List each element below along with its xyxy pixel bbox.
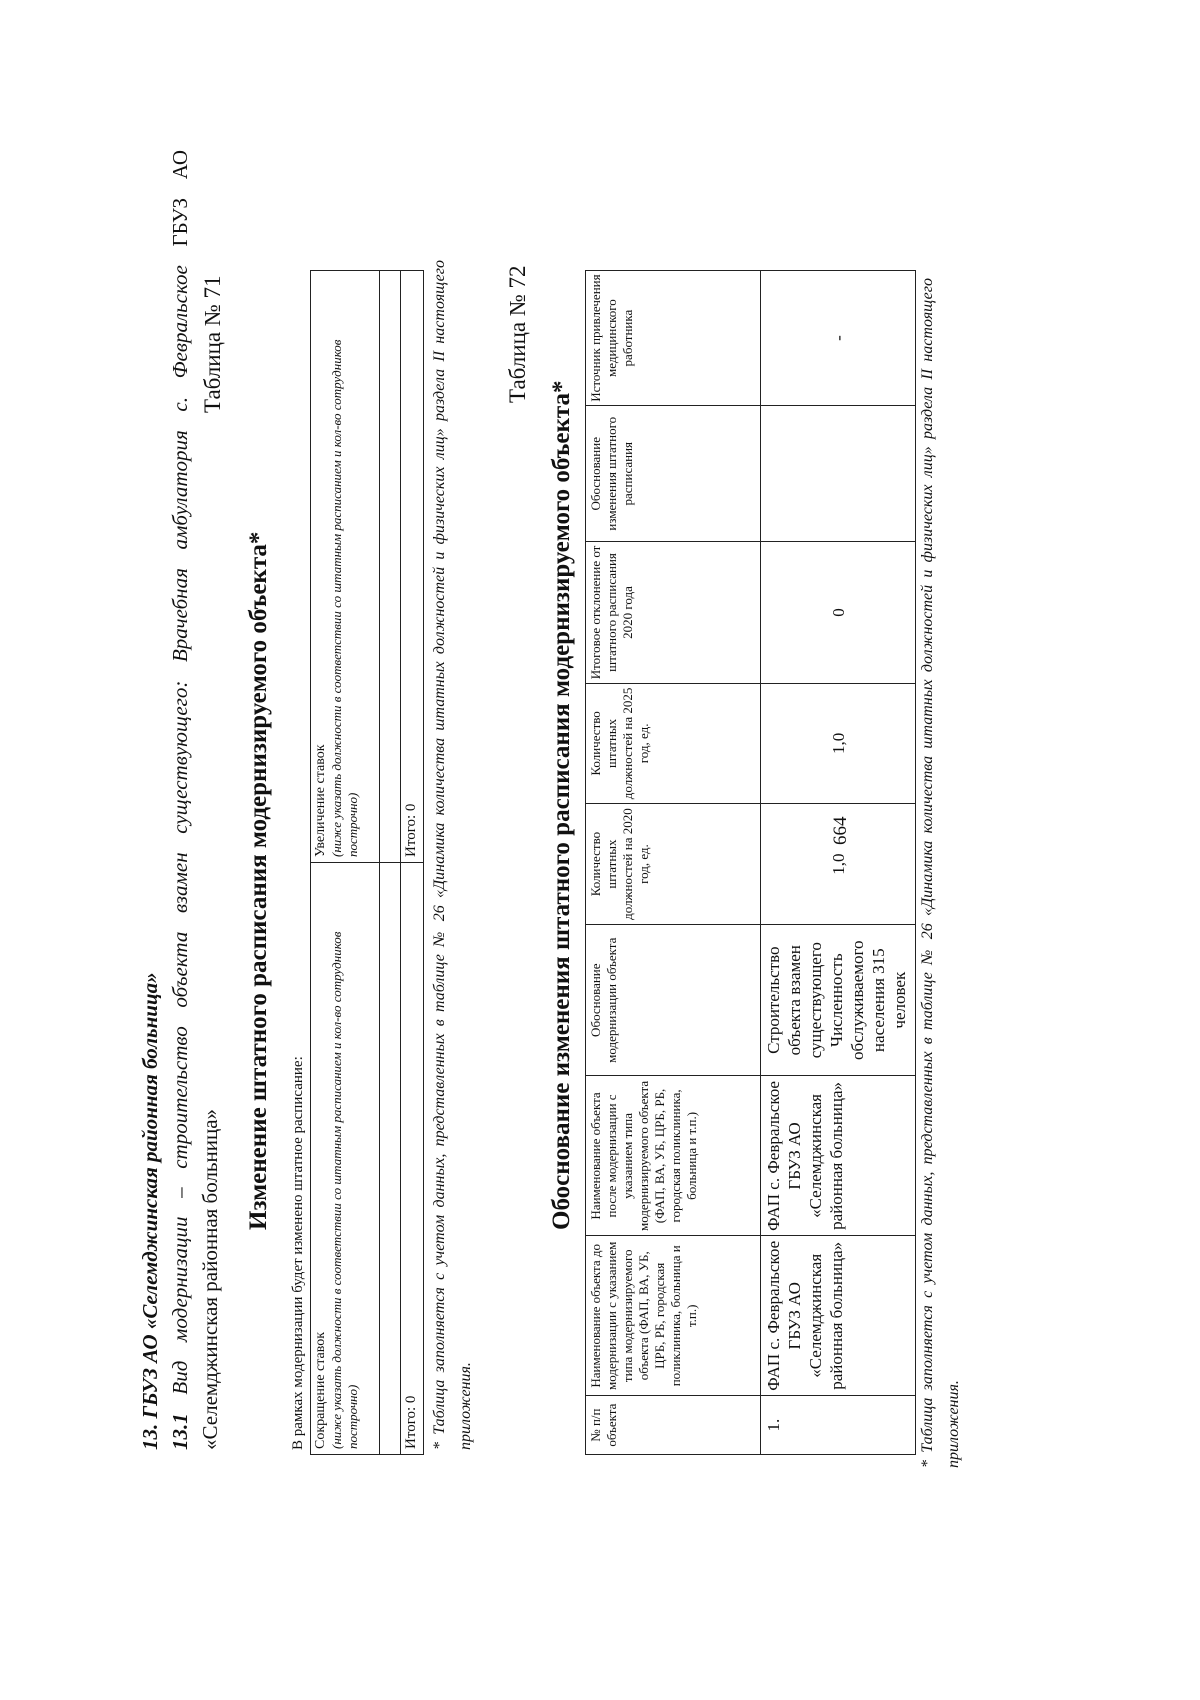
table71-right-label: Увеличение ставок xyxy=(313,744,328,857)
table71-title: Изменение штатного расписания модернизируемого объекта* xyxy=(245,531,272,1230)
table72-header-cell: Итоговое отклонение от штатного расписания 2020 года xyxy=(586,542,761,683)
table72-row-cell: ФАП с. Февральское ГБУЗ АО «Селемджинская районная больница» xyxy=(761,1236,916,1396)
table72-title: Обоснование изменения штатного расписания модернизируемого объекта* xyxy=(548,380,575,1230)
table72-row-cell: - xyxy=(761,271,916,406)
table71 xyxy=(310,270,424,1455)
table72-row-cell: 1,0 xyxy=(761,804,916,925)
subsection-line2: «Селемджинская районная больница» xyxy=(198,1108,222,1450)
table71-right-sub: (ниже указать должности в соответствии со штатным расписанием и кол-во сотрудников построчно) xyxy=(329,339,360,857)
table72-number: Таблица № 72 xyxy=(505,265,530,403)
table71-left-sub: (ниже указать должности в соответствии со штатным расписанием и кол-во сотрудников построчно) xyxy=(329,931,360,1449)
table71-note: * Таблица заполняется с учетом данных, представленных в таблице № 26 «Динамика количества штатных должностей и физических лиц» раздела II настоящего приложения. xyxy=(431,260,474,1450)
table72-row-cell: ФАП с. Февральское ГБУЗ АО «Селемджинская районная больница» xyxy=(761,1076,916,1236)
table71-right-total: Итого: 0 xyxy=(401,271,424,863)
section-heading: 13. ГБУЗ АО «Селемджинская районная больница» xyxy=(138,972,162,1450)
subsection-heading xyxy=(165,150,195,1450)
page-number: 664 xyxy=(830,816,851,845)
subsection-tail: ГБУЗ АО xyxy=(168,149,192,247)
subsection-number: 13.1 xyxy=(168,1413,192,1450)
table72-row-cell: 0 xyxy=(761,542,916,683)
table72-header-cell: № п/п объекта xyxy=(586,1396,761,1455)
table71-left-header xyxy=(311,863,380,1455)
table72-header-cell: Наименование объекта после модернизации с указанием типа модернизируемого объекта (ФАП, ВА, УБ, ЦРБ, РБ, городская поликлиника, больница и т.п.) xyxy=(586,1076,761,1236)
table71-number: Таблица № 71 xyxy=(200,275,225,413)
subsection-object: Врачебная амбулатория с. Февральское xyxy=(168,265,192,663)
table71-intro: В рамках модернизации будет изменено штатное расписание: xyxy=(290,1056,306,1450)
table72-row-cell: Строительство объекта взамен существующего Численность обслуживаемого населения 315 человек xyxy=(761,924,916,1076)
table72-row-cell xyxy=(761,406,916,542)
table72-header-cell: Наименование объекта до модернизации с указанием типа модернизируемого объекта (ФАП, ВА, УБ, ЦРБ, РБ, городская поликлиника, больница и т.п.) xyxy=(586,1236,761,1396)
table71-right-header xyxy=(311,271,380,863)
table72-row-cell: 1,0 xyxy=(761,683,916,804)
table72-header-cell: Количество штатных должностей на 2020 год, ед. xyxy=(586,804,761,925)
table72-header-cell: Обоснование модернизации объекта xyxy=(586,924,761,1076)
table71-left-total: Итого: 0 xyxy=(401,863,424,1455)
table72 xyxy=(585,270,916,1455)
table72-header-cell: Источник привлечения медицинского работника xyxy=(586,271,761,406)
table71-left-label: Сокращение ставок xyxy=(313,1331,328,1449)
table72-row-cell: 1. xyxy=(761,1396,916,1455)
table72-note: * Таблица заполняется с учетом данных, представленных в таблице № 26 «Динамика количества штатных должностей и физических лиц» раздела II настоящего приложения. xyxy=(919,278,962,1468)
table71-empty-cell xyxy=(380,271,401,863)
table72-header-cell: Обоснование изменения штатного расписания xyxy=(586,406,761,542)
table72-header-cell: Количество штатных должностей на 2025 год, ед. xyxy=(586,683,761,804)
subsection-lead: Вид модернизации – строительство объекта взамен существующего: xyxy=(168,680,192,1395)
table71-empty-cell xyxy=(380,863,401,1455)
